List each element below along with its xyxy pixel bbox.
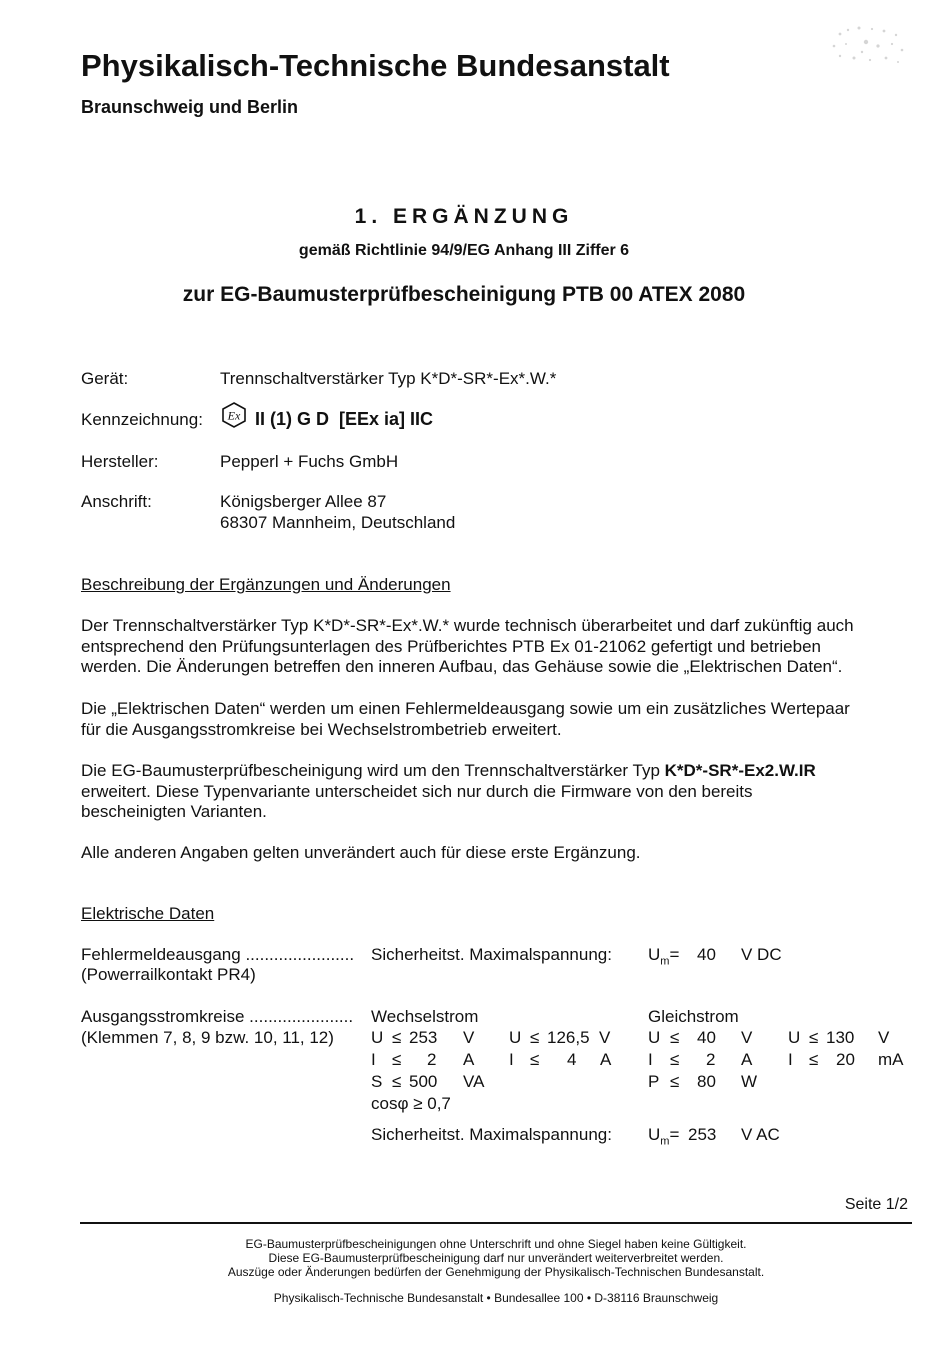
dc1-op-1: ≤ — [670, 1050, 680, 1069]
dc1-op-0: ≤ — [670, 1028, 680, 1047]
ac-max-desc: Sicherheitst. Maximalspannung: — [371, 1125, 612, 1144]
footer-address: Physikalisch-Technische Bundesanstalt • Bundesallee 100 • D-38116 Braunschweig — [273, 1291, 719, 1305]
footer-line-2: Diese EG-Baumusterprüfbescheinigung darf nur unverändert weiterverbreitet werden. — [268, 1251, 724, 1265]
ac1-op-0: ≤ — [392, 1028, 402, 1047]
dc1-unit-0: V — [741, 1028, 753, 1047]
dc2-op-0: ≤ — [809, 1028, 819, 1047]
footer-divider — [80, 1222, 912, 1224]
dc2-sym-1: I — [788, 1050, 793, 1069]
anschrift-label: Anschrift: — [81, 492, 152, 511]
um-letter: U — [648, 945, 661, 964]
description-heading: Beschreibung der Ergänzungen und Änderungen — [81, 575, 451, 594]
ac2-unit-0: V — [599, 1028, 611, 1047]
footer-line-1: EG-Baumusterprüfbescheinigungen ohne Unterschrift und ohne Siegel haben keine Gültigkeit. — [245, 1237, 747, 1251]
dc1-sym-2: P — [648, 1072, 660, 1091]
dc1-sym-0: U — [648, 1028, 661, 1047]
ac-um-value: 253 — [688, 1125, 717, 1144]
description-paragraph-2 — [81, 699, 911, 740]
description-paragraph-4: Alle anderen Angaben gelten unverändert auch für diese erste Ergänzung. — [81, 843, 641, 862]
paragraph-text: Die EG-Baumusterprüfbescheinigung wird um den Trennschaltverstärker Typ — [81, 761, 665, 780]
fehler-max-desc: Sicherheitst. Maximalspannung: — [371, 945, 612, 964]
um-equals: = — [669, 1125, 680, 1144]
document-title: 1. ERGÄNZUNG — [354, 205, 574, 228]
ac1-op-2: ≤ — [392, 1072, 402, 1091]
um-subscript: m — [660, 1135, 670, 1148]
paragraph-line: für die Ausgangsstromkreise bei Wechselstrombetrieb erweitert. — [81, 719, 562, 739]
hersteller-value: Pepperl + Fuchs GmbH — [220, 452, 399, 471]
description-paragraph-3 — [81, 761, 911, 823]
seal-watermark-icon — [826, 22, 908, 70]
ex-hexagon-icon — [221, 402, 247, 428]
ausgangsstromkreise-sub: (Klemmen 7, 8, 9 bzw. 10, 11, 12) — [81, 1028, 334, 1047]
institute-location: Braunschweig und Berlin — [81, 97, 299, 117]
ac2-sym-1: I — [509, 1050, 514, 1069]
um-letter: U — [648, 1125, 661, 1144]
paragraph-line: Der Trennschaltverstärker Typ K*D*-SR*-Ex*.W.* wurde technisch überarbeitet und darf zukünftig auch — [81, 616, 854, 635]
hersteller-label: Hersteller: — [81, 452, 159, 471]
dc1-val-0: 40 — [697, 1028, 716, 1047]
ac2-op-1: ≤ — [530, 1050, 540, 1069]
ac2-val-1: 4 — [567, 1050, 577, 1069]
anschrift-city: 68307 Mannheim, Deutschland — [220, 513, 456, 532]
dc1-unit-1: A — [741, 1050, 753, 1069]
footer-line-3: Auszüge oder Änderungen bedürfen der Genehmigung der Physikalisch-Technischen Bundesanstalt. — [227, 1265, 765, 1279]
dc1-unit-2: W — [741, 1072, 758, 1091]
ac1-op-1: ≤ — [392, 1050, 402, 1069]
dc2-sym-0: U — [788, 1028, 801, 1047]
electrical-heading: Elektrische Daten — [81, 904, 215, 923]
device-type-bold: K*D*-SR*-Ex2.W.IR — [664, 761, 816, 780]
dc-heading: Gleichstrom — [648, 1007, 739, 1026]
document-subtitle: gemäß Richtlinie 94/9/EG Anhang III Ziffer 6 — [298, 242, 630, 259]
description-paragraph-1 — [81, 616, 911, 678]
ac2-sym-0: U — [509, 1028, 522, 1047]
dc1-sym-1: I — [648, 1050, 653, 1069]
certificate-reference: zur EG-Baumusterprüfbescheinigung PTB 00 ATEX 2080 — [182, 283, 746, 306]
dc2-unit-0: V — [878, 1028, 890, 1047]
dc1-val-2: 80 — [697, 1072, 716, 1091]
ac1-sym-2: S — [371, 1072, 383, 1091]
ac1-unit-1: A — [463, 1050, 475, 1069]
ac1-unit-0: V — [463, 1028, 475, 1047]
ac1-unit-2: VA — [463, 1072, 485, 1091]
ac2-val-0: 126,5 — [547, 1028, 590, 1047]
paragraph-line: bescheinigten Varianten. — [81, 802, 267, 821]
ac1-val-1: 2 — [427, 1050, 437, 1069]
paragraph-line: erweitert. Diese Typenvariante unterscheidet sich nur durch die Firmware von den bereits — [81, 781, 753, 801]
dc2-val-1: 20 — [836, 1050, 855, 1069]
dc2-op-1: ≤ — [809, 1050, 819, 1069]
ac1-val-2: 500 — [409, 1072, 438, 1091]
page-number: Seite 1/2 — [844, 1196, 908, 1213]
kennzeichnung-value: II (1) G D [EEx ia] IIC — [255, 409, 434, 429]
paragraph-line: werden. Die Änderungen betreffen den inneren Aufbau, das Gehäuse sowie die „Elektrischen Daten“. — [81, 657, 843, 676]
ac-heading: Wechselstrom — [371, 1007, 479, 1026]
fehler-um-value: 40 — [697, 945, 716, 964]
kennzeichnung-label: Kennzeichnung: — [81, 410, 203, 429]
ac1-sym-1: I — [371, 1050, 376, 1069]
anschrift-street: Königsberger Allee 87 — [220, 492, 387, 511]
institute-name: Physikalisch-Technische Bundesanstalt — [81, 48, 670, 83]
paragraph-line: entsprechend den Prüfungsunterlagen des Prüfberichtes PTB Ex 01-21062 gefertigt und betrieben — [81, 636, 821, 656]
svg-text:Ex: Ex — [227, 408, 241, 423]
um-equals: = — [669, 945, 680, 964]
ac1-sym-0: U — [371, 1028, 384, 1047]
ausgangsstromkreise-label: Ausgangsstromkreise ...................... — [81, 1007, 354, 1026]
geraet-label: Gerät: — [81, 369, 129, 388]
paragraph-line — [81, 761, 911, 782]
fehlermeldeausgang-label: Fehlermeldeausgang ....................... — [81, 945, 355, 964]
ac2-unit-1: A — [600, 1050, 612, 1069]
fehlermeldeausgang-sub: (Powerrailkontakt PR4) — [81, 965, 256, 984]
fehler-um-symbol — [648, 945, 679, 971]
fehler-um-unit: V DC — [741, 945, 782, 964]
cosphi-value: cosφ ≥ 0,7 — [371, 1094, 451, 1113]
ac1-val-0: 253 — [409, 1028, 438, 1047]
ac2-op-0: ≤ — [530, 1028, 540, 1047]
paragraph-line: Die „Elektrischen Daten“ werden um einen Fehlermeldeausgang sowie um ein zusätzliches Wertepaar — [81, 699, 850, 718]
um-subscript: m — [660, 955, 670, 968]
dc1-op-2: ≤ — [670, 1072, 680, 1091]
dc1-val-1: 2 — [706, 1050, 716, 1069]
ac-um-symbol — [648, 1125, 679, 1151]
ac-um-unit: V AC — [741, 1125, 780, 1144]
geraet-value: Trennschaltverstärker Typ K*D*-SR*-Ex*.W.* — [220, 369, 557, 388]
dc2-val-0: 130 — [826, 1028, 855, 1047]
dc2-unit-1: mA — [878, 1050, 904, 1069]
